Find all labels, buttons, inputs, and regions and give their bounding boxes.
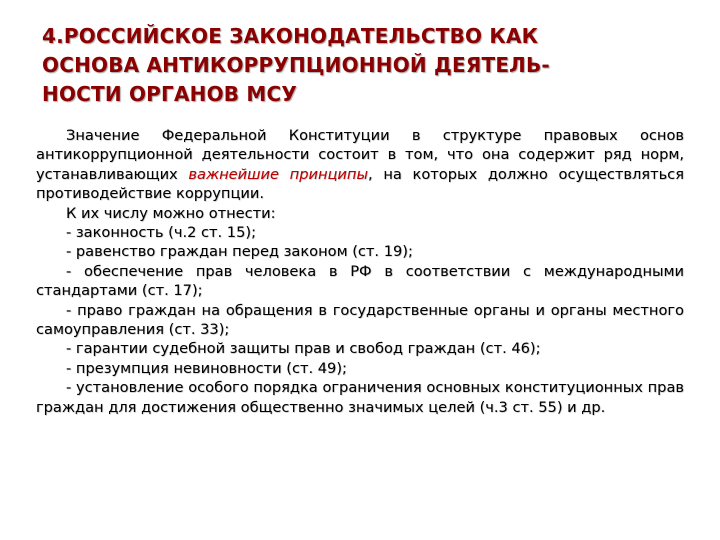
list-item-3: - обеспечение прав человека в РФ в соответствии с международными стандартами (ст. 17); [36,262,684,300]
title-line-2: ОСНОВА АНТИКОРРУПЦИОННОЙ ДЕЯТЕЛЬ- [42,53,550,77]
intro-paragraph [36,126,684,204]
intro-text-before: Значение Федеральной Конституции в структуре правовых основ антикоррупционной деятельности состоит в том, что она содержит ряд норм, устанавливающих [36,127,684,183]
title-line-1: 4.РОССИЙСКОЕ ЗАКОНОДАТЕЛЬСТВО КАК [42,24,539,48]
intro-highlight: важнейшие принципы [188,165,368,183]
list-item-5: - гарантии судебной защиты прав и свобод граждан (ст. 46); [66,340,541,358]
title-line-3: НОСТИ ОРГАНОВ МСУ [42,82,297,106]
list-item-7: - установление особого порядка ограничения основных конституционных прав граждан для достижения общественно значимых целей (ч.3 ст. 55) и др. [36,379,684,416]
slide-body [36,126,684,417]
list-item-6: - презумпция невиновности (ст. 49); [66,359,347,377]
list-item-2: - равенство граждан перед законом (ст. 19); [66,243,413,261]
list-intro: К их числу можно отнести: [66,204,276,222]
list-item-1: - законность (ч.2 ст. 15); [66,224,256,242]
list-item-4: - право граждан на обращения в государственные органы и органы местного самоуправления (ст. 33); [36,301,684,339]
slide-title [42,22,682,109]
intro-text-after: , на которых должно осуществляться противодействие коррупции. [36,165,684,203]
